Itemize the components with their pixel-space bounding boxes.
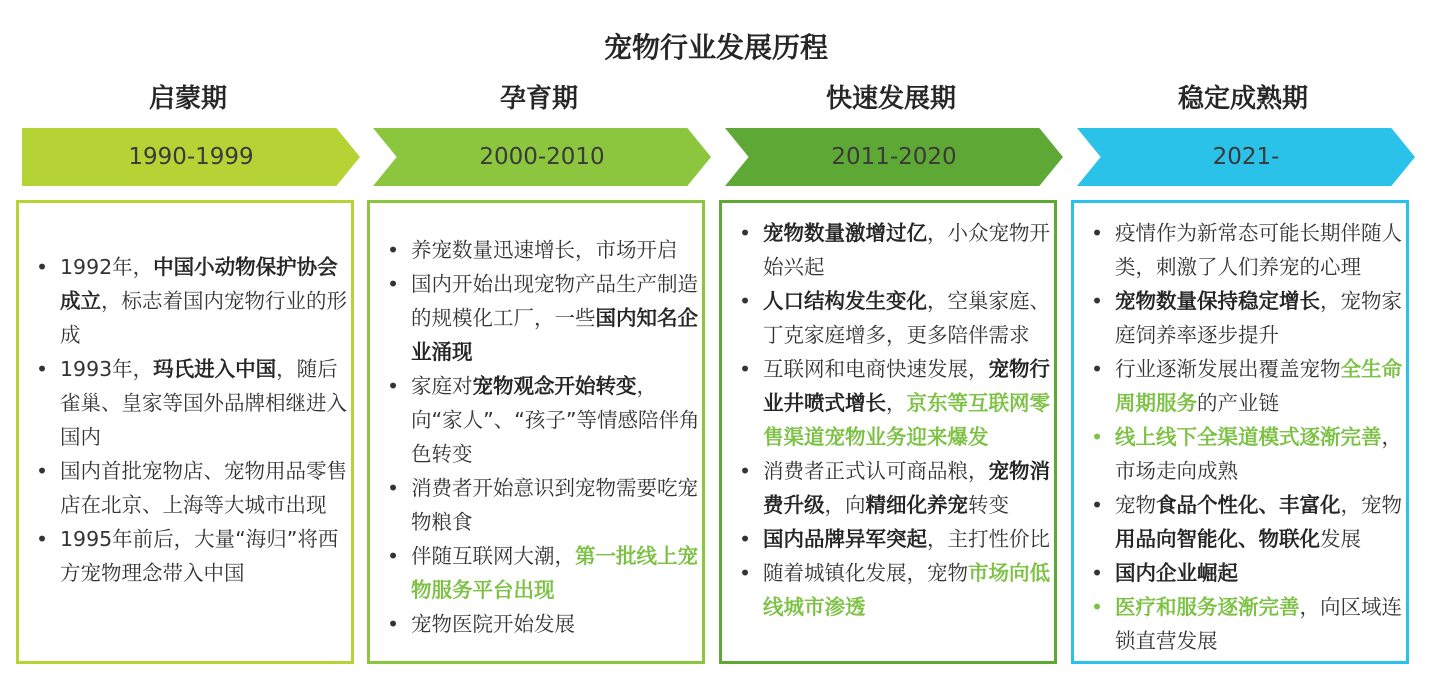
bullet-text: 1992年， [60,255,154,279]
bullet-bold-text: 国内品牌异军突起 [763,527,927,551]
bullet-text: 国内首批宠物店、宠物用品零售店在北京、上海等大城市出现 [60,459,347,517]
stage-phase-label: 快速发展期 [825,84,956,114]
stage-years-label: 1990-1999 [128,144,254,170]
bullet-text: 消费者开始意识到宠物需要吃宠物粮食 [411,476,698,534]
bullet-dot-icon: • [387,476,400,500]
bullet-item [387,267,703,369]
bullet-text: 宠物 [1115,493,1156,517]
bullet-text: 发展 [1320,527,1361,551]
bullet-text: ，主打性价比 [927,527,1050,551]
bullet-item [36,454,352,522]
bullet-text: 养宠数量迅速增长，市场开启 [411,238,678,262]
bullet-item [1091,590,1407,658]
bullet-highlight-text: 市场向低线城市渗透 [763,561,1050,619]
bullet-dot-icon: • [739,459,752,483]
bullet-text: 的产业链 [1197,391,1279,415]
stage-column-3 [719,0,1063,692]
bullet-text: ，空巢家庭、丁克家庭增多，更多陪伴需求 [763,289,1050,347]
stage-phase-label: 启蒙期 [148,84,227,114]
bullet-dot-icon: • [1091,221,1104,245]
bullet-item [1091,420,1407,488]
bullet-text: ，向 [824,493,866,517]
bullet-item [1091,216,1407,284]
bullet-item [1091,352,1407,420]
bullet-dot-icon: • [387,544,400,568]
bullet-dot-icon: • [739,357,752,381]
bullet-dot-icon: • [1091,289,1104,313]
bullet-item [387,607,703,641]
bullet-text: ，小众宠物开始兴起 [763,221,1050,279]
bullet-text: 伴随互联网大潮， [411,544,575,568]
bullet-highlight-text: 医疗和服务逐渐完善 [1115,595,1300,619]
bullet-bold-text: 宠物消费升级 [763,459,1050,517]
bullet-bold-text: 食品个性化、丰富化 [1156,493,1341,517]
bullet-text: ，市场走向成熟 [1115,425,1402,483]
bullet-highlight-text: 全生命周期服务 [1115,357,1402,415]
bullet-dot-icon: • [739,527,752,551]
bullet-text: ，随后雀巢、皇家等国外品牌相继进入国内 [60,357,347,449]
bullet-item [1091,488,1407,556]
stage-column-4 [1071,0,1415,692]
bullet-dot-icon: • [1091,425,1104,449]
bullet-dot-icon: • [739,221,752,245]
bullet-text: 国内开始出现宠物产品生产制造的规模化工厂，一些 [411,272,698,330]
stage-bullet-list [739,216,1055,624]
bullet-item [387,233,703,267]
bullet-text: 转变 [968,493,1009,517]
bullet-bold-text: 国内企业崛起 [1115,561,1238,585]
stage-phase-label: 稳定成熟期 [1177,84,1308,114]
bullet-text: ，宠物 [1340,493,1402,517]
bullet-dot-icon: • [1091,595,1104,619]
bullet-highlight-text: 第一批线上宠物服务平台出现 [411,544,698,602]
bullet-highlight-text: 线上线下全渠道模式逐渐完善 [1115,425,1382,449]
bullet-text: 1995年前后，大量“海归”将西方宠物理念带入中国 [60,527,339,585]
bullet-bold-text: 用品向智能化、物联化 [1115,527,1320,551]
stage-column-1 [16,0,360,692]
bullet-text: 行业逐渐发展出覆盖宠物 [1115,357,1341,381]
bullet-text: 1993年， [60,357,154,381]
bullet-item [739,284,1055,352]
stage-years-label: 2000-2010 [479,144,605,170]
bullet-bold-text: 宠物行业井喷式增长 [763,357,1050,415]
bullet-item [739,522,1055,556]
bullet-bold-text: 精细化养宠 [865,493,968,517]
bullet-highlight-text: 京东等互联网零售渠道宠物业务迎来爆发 [763,391,1050,449]
bullet-item [739,216,1055,284]
bullet-text: 消费者正式认可商品粮， [763,459,989,483]
bullet-item [739,556,1055,624]
bullet-bold-text: 宠物数量激增过亿 [763,221,927,245]
bullet-dot-icon: • [739,561,752,585]
bullet-bold-text: 中国小动物保护协会成立 [60,255,338,313]
bullet-bold-text: 宠物观念开始转变 [472,374,637,398]
bullet-dot-icon: • [387,238,400,262]
bullet-dot-icon: • [387,374,400,398]
bullet-item [36,522,352,590]
stage-years-label: 2021- [1212,144,1280,170]
bullet-item [387,471,703,539]
bullet-item [739,352,1055,454]
bullet-item [739,454,1055,522]
bullet-text: ，向区域连锁直营发展 [1115,595,1402,653]
bullet-bold-text: 玛氏进入中国 [153,357,277,381]
bullet-bold-text: 人口结构发生变化 [763,289,927,313]
bullet-item [1091,284,1407,352]
bullet-text: 疫情作为新常态可能长期伴随人类，刺激了人们养宠的心理 [1115,221,1402,279]
bullet-dot-icon: • [387,612,400,636]
bullet-bold-text: 宠物数量保持稳定增长 [1115,289,1320,313]
bullet-text: 家庭对 [411,374,473,398]
bullet-item [387,539,703,607]
bullet-text: ，宠物家庭饲养率逐步提升 [1115,289,1402,347]
bullet-item [36,250,352,352]
bullet-text: 宠物医院开始发展 [411,612,575,636]
stage-years-label: 2011-2020 [831,144,957,170]
stage-bullet-list [387,233,703,641]
bullet-dot-icon: • [36,527,49,551]
bullet-dot-icon: • [739,289,752,313]
bullet-dot-icon: • [1091,561,1104,585]
stage-bullet-list [36,250,352,590]
bullet-text: ，向“家人”、“孩子”等情感陪伴角色转变 [411,374,700,466]
bullet-text: ， [886,391,907,415]
stage-bullet-list [1091,216,1407,658]
stage-column-2 [367,0,711,692]
bullet-item [1091,556,1407,590]
bullet-text: ，标志着国内宠物行业的形成 [60,289,347,347]
bullet-dot-icon: • [1091,357,1104,381]
bullet-dot-icon: • [387,272,400,296]
stage-phase-label: 孕育期 [499,84,578,114]
bullet-item [387,369,703,471]
bullet-dot-icon: • [36,459,49,483]
bullet-bold-text: 国内知名企业涌现 [411,306,698,364]
bullet-dot-icon: • [36,357,49,381]
bullet-text: 随着城镇化发展，宠物 [763,561,968,585]
bullet-dot-icon: • [1091,493,1104,517]
bullet-dot-icon: • [36,255,49,279]
bullet-text: 互联网和电商快速发展， [763,357,989,381]
diagram-title: 宠物行业发展历程 [603,31,828,64]
bullet-item [36,352,352,454]
